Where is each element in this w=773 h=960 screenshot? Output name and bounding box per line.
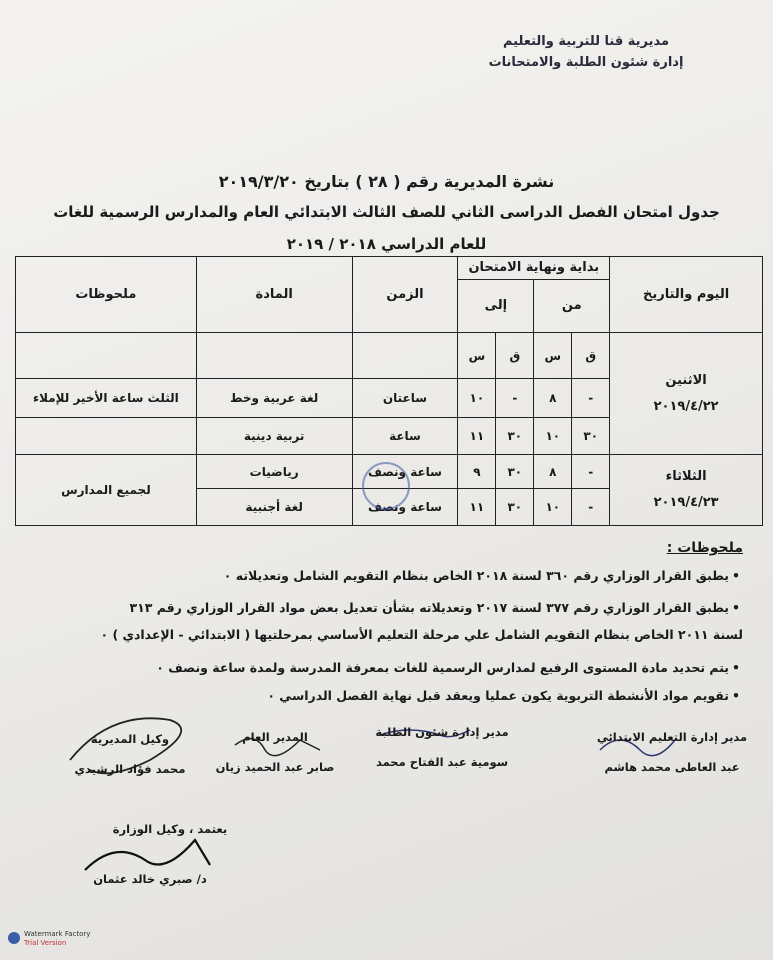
day-date: ٢٠١٩/٤/٢٢: [653, 398, 719, 414]
note-text: يتم تحديد مادة المستوى الرفيع لمدارس الرسمية للغات بمعرفة المدرسة ولمدة ساعة ونصف ٠: [156, 660, 729, 675]
day-cell-tuesday: [610, 455, 763, 526]
to-minute: ٣٠: [496, 418, 534, 455]
to-hour: ٩: [458, 455, 496, 489]
duration-cell: ساعة ونصف: [352, 488, 458, 525]
bullet-icon: •: [732, 600, 740, 615]
subject-cell: رياضيات: [196, 455, 352, 489]
note-cell: الثلث ساعة الأخير للإملاء: [16, 379, 197, 418]
note-text: يطبق القرار الوزاري رقم ٣٦٠ لسنة ٢٠١٨ الخاص بنظام التقويم الشامل وتعديلاته ٠: [223, 568, 729, 583]
to-hour: ١٠: [458, 379, 496, 418]
unit-hour: س: [458, 332, 496, 378]
unit-minute: ق: [496, 332, 534, 378]
notes-heading: ملحوظات :: [666, 540, 743, 556]
header-day-date: اليوم والتاريخ: [610, 257, 763, 333]
note-cell: [16, 418, 197, 455]
watermark-logo-icon: [8, 932, 20, 944]
signature-name: صابر عبد الحميد زيان: [215, 760, 335, 774]
day-date: ٢٠١٩/٤/٢٣: [653, 495, 719, 511]
unit-hour: س: [534, 332, 572, 378]
header-to: إلى: [458, 279, 534, 332]
duration-cell: ساعتان: [352, 379, 458, 418]
watermark-line1: Watermark Factory: [24, 930, 91, 938]
signature-name: عبد العاطى محمد هاشم: [604, 760, 740, 774]
duration-cell: ساعة ونصف: [352, 455, 458, 489]
approval-name: د/ صبري خالد عثمان: [93, 872, 207, 886]
day-name: الاثنين: [665, 372, 707, 388]
note-cell: لجميع المدارس: [16, 455, 197, 526]
note-item-continued: [13, 627, 743, 642]
bullet-icon: •: [732, 568, 740, 583]
subject-cell: لغة عربية وخط: [196, 379, 352, 418]
to-minute: ٣٠: [496, 488, 534, 525]
day-cell-monday: [610, 332, 763, 454]
from-hour: ١٠: [534, 418, 572, 455]
unit-minute: ق: [572, 332, 610, 378]
from-minute: ٣٠: [572, 418, 610, 455]
header-subject: المادة: [196, 257, 352, 333]
signature-deputy-directorate: [55, 732, 205, 776]
from-hour: ٨: [534, 379, 572, 418]
note-item: [13, 600, 743, 615]
schedule-title: جدول امتحان الفصل الدراسى الثاني للصف الثالث الابتدائي العام والمدارس الرسمية للغات: [53, 203, 720, 221]
from-minute: -: [572, 488, 610, 525]
signature-general-director: [200, 730, 350, 774]
note-text: يطبق القرار الوزاري رقم ٣٧٧ لسنة ٢٠١٧ وتعديلاته بشأن تعديل بعض مواد القرار الوزاري رقم ٣١٣: [129, 600, 729, 615]
subject-cell: تربية دينية: [196, 418, 352, 455]
bullet-icon: •: [732, 688, 740, 703]
to-minute: ٣٠: [496, 455, 534, 489]
note-item: [13, 688, 743, 703]
from-hour: ٨: [534, 455, 572, 489]
watermark-line2: Trial Version: [24, 939, 67, 947]
note-item: [13, 568, 743, 583]
header-from: من: [534, 279, 610, 332]
signature-title: المدير العام: [242, 730, 308, 744]
note-item: [13, 660, 743, 675]
subject-cell: لغة أجنبية: [196, 488, 352, 525]
from-hour: ١٠: [534, 488, 572, 525]
bulletin-title: نشرة المديرية رقم ( ٢٨ ) بتاريخ ٢٠١٩/٣/٢٠: [218, 172, 555, 191]
signature-name: محمد فؤاد الرشيدي: [74, 762, 186, 776]
header-exam-range: بداية ونهاية الامتحان: [458, 257, 610, 280]
to-hour: ١١: [458, 418, 496, 455]
notes-section: [13, 540, 743, 720]
signature-students-affairs: [352, 725, 532, 769]
signature-title: وكيل المديرية: [90, 732, 170, 746]
signature-primary-director: [572, 730, 772, 774]
official-stamp: [362, 462, 410, 510]
academic-year: للعام الدراسي ٢٠١٨ / ٢٠١٩: [286, 235, 487, 253]
to-hour: ١١: [458, 488, 496, 525]
from-minute: -: [572, 379, 610, 418]
bullet-icon: •: [732, 660, 740, 675]
header-notes: ملحوظات: [16, 257, 197, 333]
note-text: تقويم مواد الأنشطة التربوية يكون عمليا ويعقد قبل نهاية الفصل الدراسي ٠: [267, 688, 729, 703]
approval-label: يعتمد ، وكيل الوزارة: [112, 822, 228, 836]
from-minute: -: [572, 455, 610, 489]
header-directorate: مديرية قنا للتربية والتعليم: [502, 34, 670, 49]
to-minute: -: [496, 379, 534, 418]
watermark-text: [24, 930, 90, 948]
header-duration: الزمن: [352, 257, 458, 333]
signature-title: مدير إدارة التعليم الابتدائي: [596, 730, 748, 744]
signature-name: سومية عبد الفتاح محمد: [375, 755, 509, 769]
day-name: الثلاثاء: [665, 469, 707, 485]
note-text: لسنة ٢٠١١ الخاص بنظام التقويم الشامل علي مرحلة التعليم الأساسي بمرحلتيها ( الابتدائي - الإعدادي ) ٠: [100, 627, 743, 642]
header-department: إدارة شئون الطلبة والامتحانات: [488, 55, 684, 70]
duration-cell: ساعة: [352, 418, 458, 455]
signature-title: مدير إدارة شئون الطلبة: [375, 725, 509, 739]
